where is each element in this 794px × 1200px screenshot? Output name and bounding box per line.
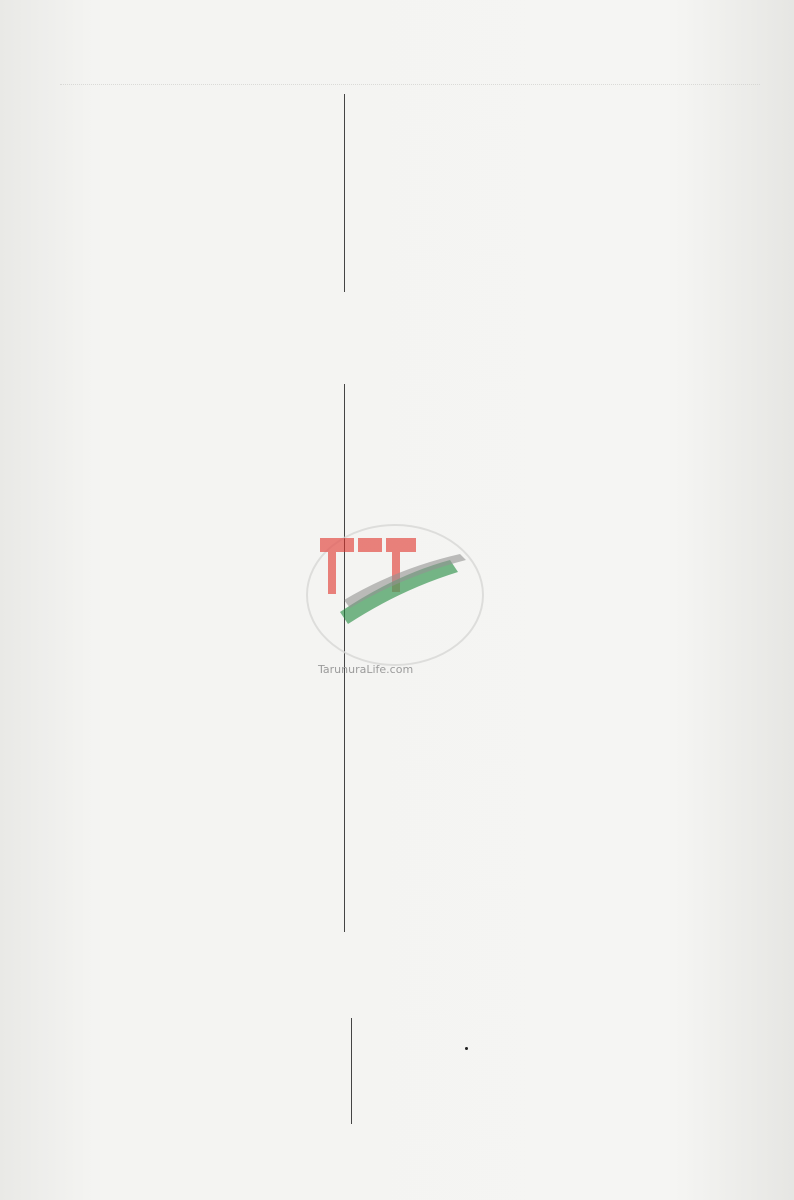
watermark-text: TarunuraLife.com — [318, 663, 414, 676]
column-divider — [344, 94, 345, 292]
stray-mark — [465, 1047, 468, 1050]
rule-head-row — [0, 385, 794, 415]
watermark-logo — [300, 520, 490, 670]
column-divider — [351, 1018, 352, 1124]
bleed-through-line — [60, 72, 760, 85]
